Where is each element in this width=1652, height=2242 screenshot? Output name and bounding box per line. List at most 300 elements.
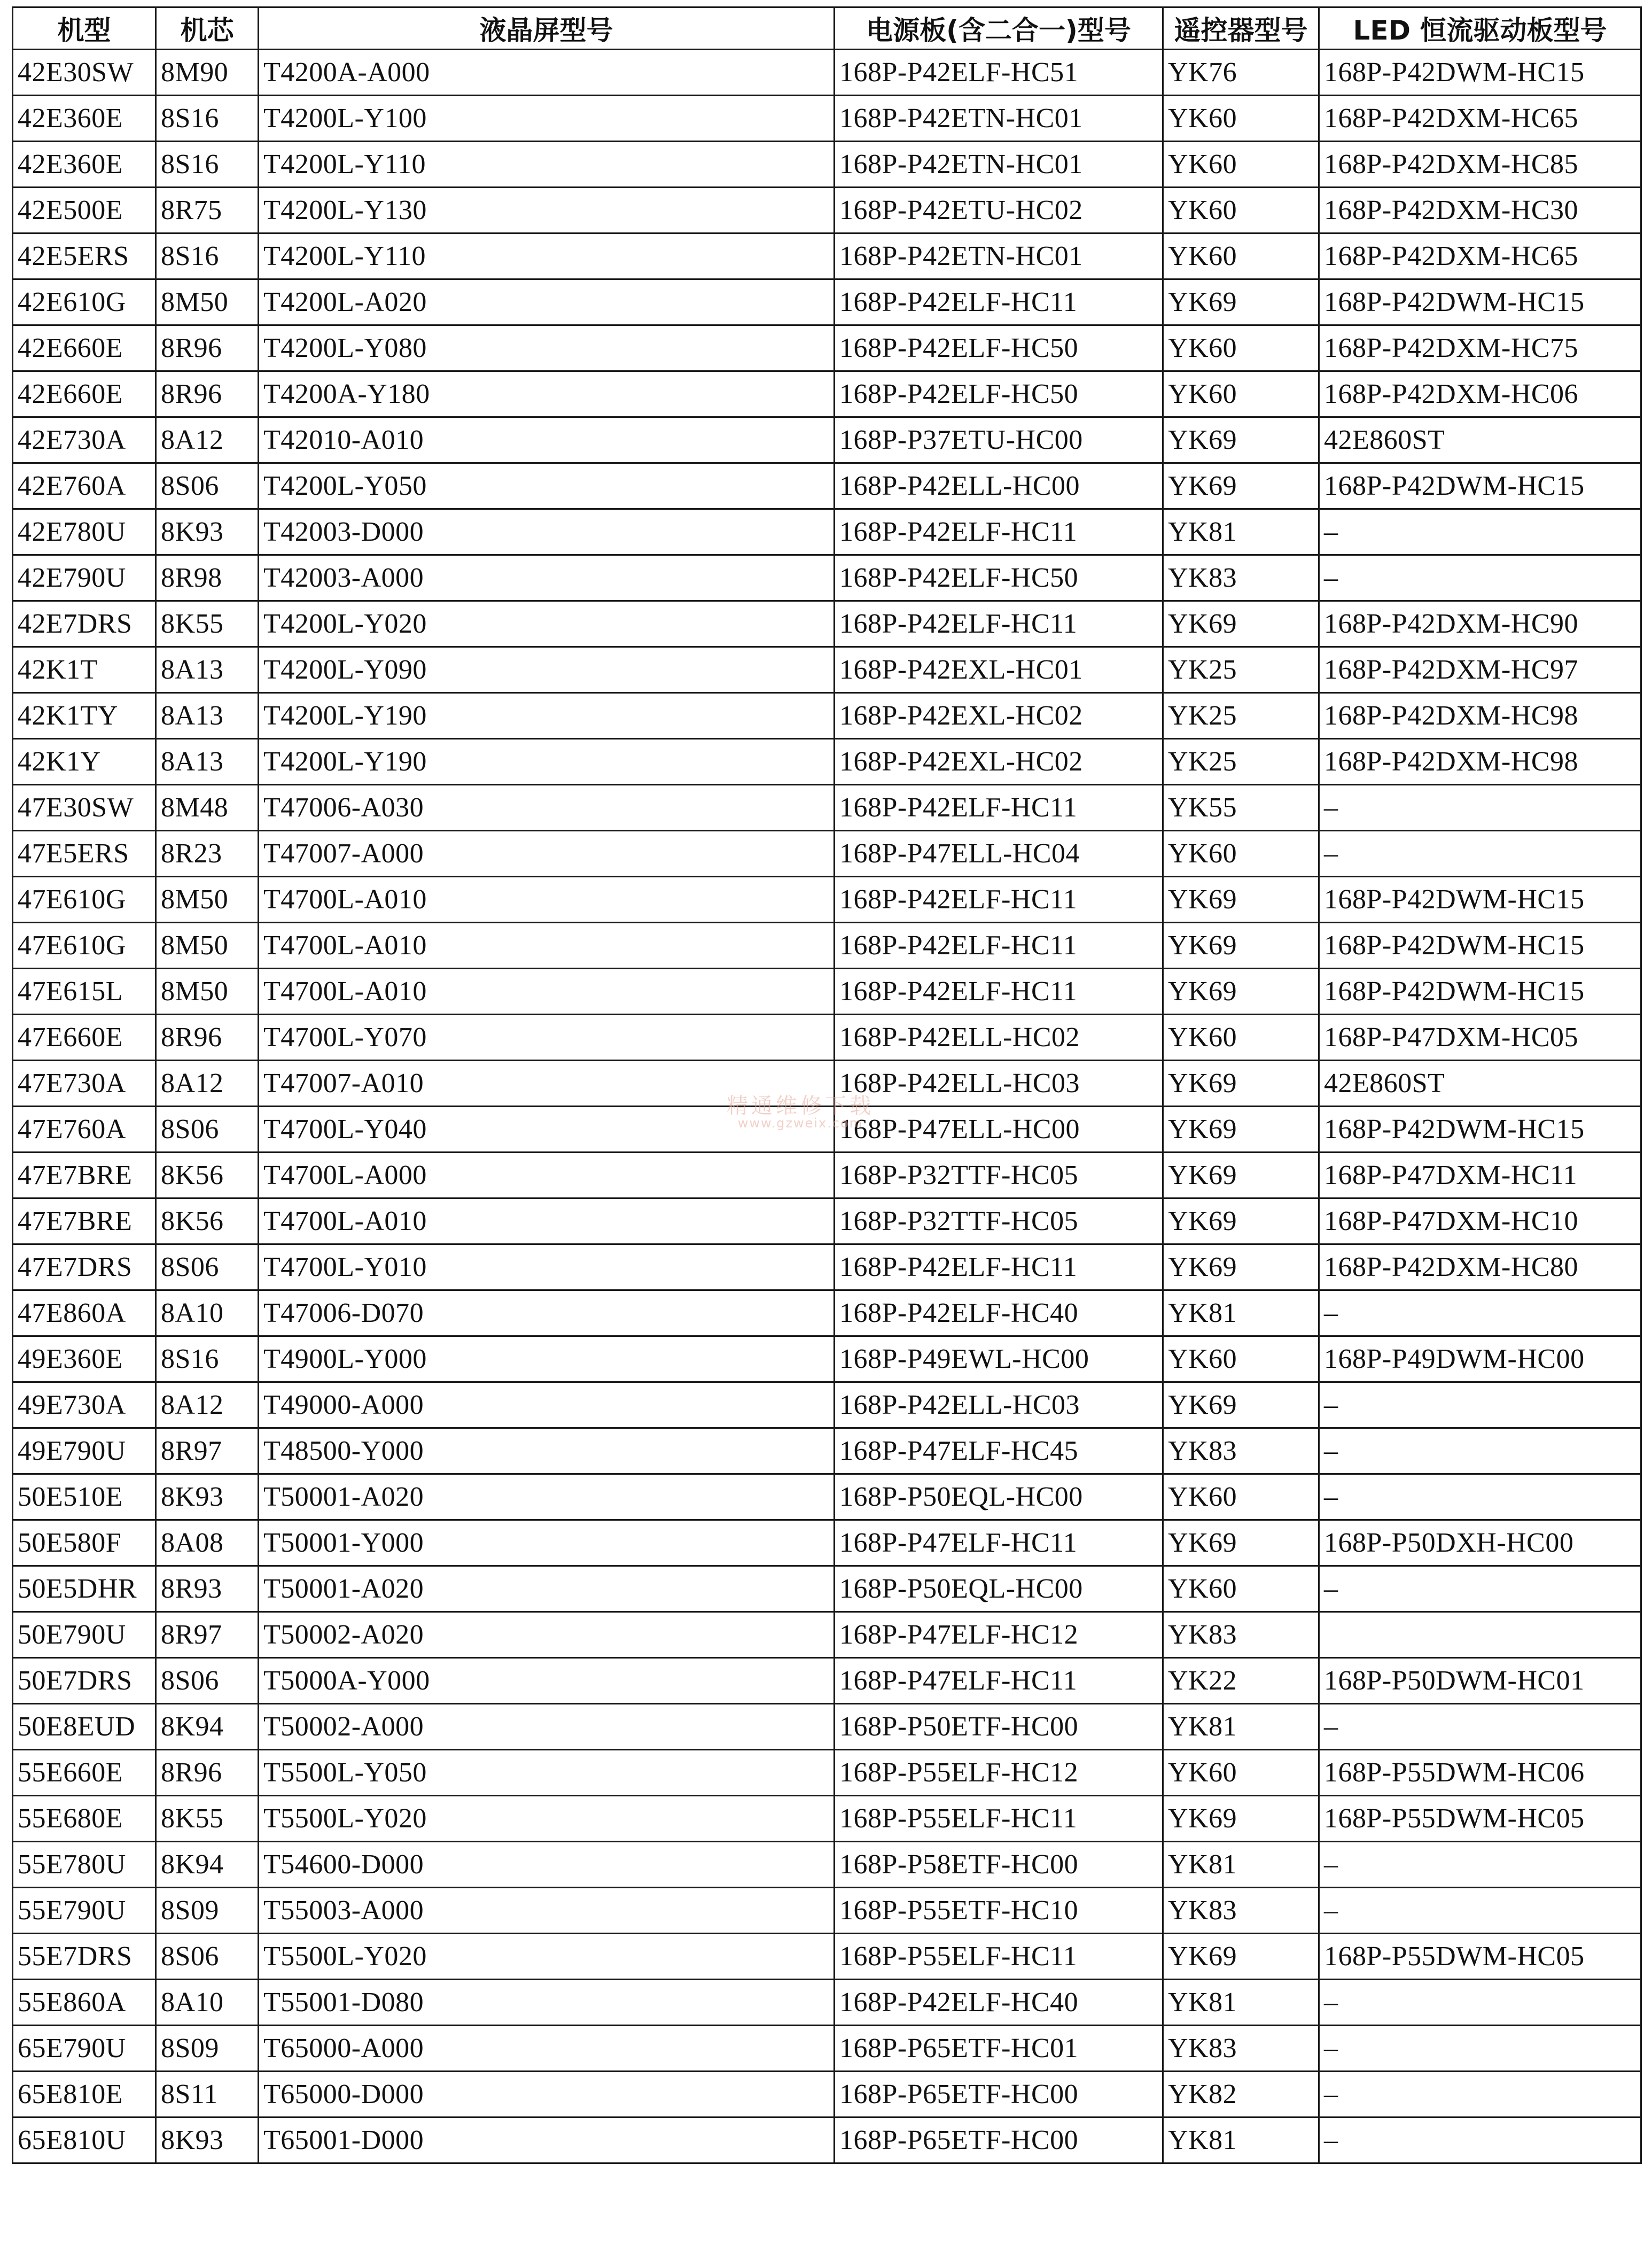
cell-led-driver: 168P-P42DXM-HC65	[1319, 233, 1641, 279]
table-row	[13, 2118, 1641, 2163]
cell-led-driver: 168P-P42DXM-HC65	[1319, 96, 1641, 142]
table-row	[13, 969, 1641, 1015]
cell-led-driver: –	[1319, 555, 1641, 601]
cell-led-driver: –	[1319, 1566, 1641, 1612]
cell-led-driver: 168P-P42DWM-HC15	[1319, 279, 1641, 325]
cell-model: 50E7DRS	[13, 1658, 156, 1704]
table-row	[13, 647, 1641, 693]
table-row	[13, 96, 1641, 142]
table-row	[13, 142, 1641, 188]
cell-led-driver: –	[1319, 1888, 1641, 1934]
cell-lcd-panel: T4200L-Y130	[259, 188, 835, 233]
cell-model: 65E810E	[13, 2072, 156, 2118]
cell-remote: YK69	[1163, 1244, 1319, 1290]
cell-remote: YK60	[1163, 96, 1319, 142]
cell-led-driver: 168P-P42DXM-HC80	[1319, 1244, 1641, 1290]
cell-led-driver: 168P-P42DWM-HC15	[1319, 1107, 1641, 1153]
cell-led-driver: –	[1319, 2118, 1641, 2163]
cell-model: 50E790U	[13, 1612, 156, 1658]
cell-led-driver: –	[1319, 831, 1641, 877]
cell-power-board: 168P-P47ELL-HC00	[835, 1107, 1163, 1153]
cell-led-driver: 42E860ST	[1319, 1061, 1641, 1107]
cell-power-board: 168P-P32TTF-HC05	[835, 1198, 1163, 1244]
cell-led-driver: –	[1319, 1474, 1641, 1520]
table-row	[13, 1336, 1641, 1382]
cell-remote: YK69	[1163, 877, 1319, 923]
cell-lcd-panel: T4700L-Y070	[259, 1015, 835, 1061]
cell-remote: YK81	[1163, 2118, 1319, 2163]
cell-model: 42E360E	[13, 96, 156, 142]
cell-power-board: 168P-P42ELL-HC03	[835, 1382, 1163, 1428]
cell-chassis: 8R93	[156, 1566, 259, 1612]
cell-power-board: 168P-P55ELF-HC11	[835, 1796, 1163, 1842]
cell-remote: YK25	[1163, 647, 1319, 693]
cell-model: 49E360E	[13, 1336, 156, 1382]
cell-model: 42E30SW	[13, 50, 156, 96]
table-row	[13, 1153, 1641, 1198]
cell-lcd-panel: T4200L-Y190	[259, 693, 835, 739]
table-row	[13, 877, 1641, 923]
cell-remote: YK69	[1163, 969, 1319, 1015]
cell-model: 55E860A	[13, 1980, 156, 2026]
cell-lcd-panel: T50001-A020	[259, 1474, 835, 1520]
cell-lcd-panel: T5500L-Y020	[259, 1796, 835, 1842]
cell-led-driver: –	[1319, 785, 1641, 831]
cell-lcd-panel: T65000-D000	[259, 2072, 835, 2118]
cell-led-driver: –	[1319, 1980, 1641, 2026]
cell-led-driver: 168P-P42DWM-HC15	[1319, 877, 1641, 923]
cell-lcd-panel: T4200L-Y020	[259, 601, 835, 647]
table-row	[13, 2026, 1641, 2072]
cell-led-driver: –	[1319, 2026, 1641, 2072]
cell-power-board: 168P-P42EXL-HC02	[835, 739, 1163, 785]
cell-remote: YK81	[1163, 1290, 1319, 1336]
cell-led-driver: 168P-P42DWM-HC15	[1319, 923, 1641, 969]
cell-lcd-panel: T4200L-Y090	[259, 647, 835, 693]
cell-led-driver: 168P-P42DXM-HC98	[1319, 693, 1641, 739]
watermark	[727, 1095, 874, 1130]
cell-remote: YK22	[1163, 1658, 1319, 1704]
cell-lcd-panel: T54600-D000	[259, 1842, 835, 1888]
cell-power-board: 168P-P42ELF-HC50	[835, 555, 1163, 601]
cell-power-board: 168P-P50ETF-HC00	[835, 1704, 1163, 1750]
cell-model: 47E615L	[13, 969, 156, 1015]
cell-power-board: 168P-P42ELL-HC00	[835, 463, 1163, 509]
cell-chassis: 8K93	[156, 1474, 259, 1520]
cell-power-board: 168P-P55ELF-HC12	[835, 1750, 1163, 1796]
cell-remote: YK81	[1163, 1842, 1319, 1888]
cell-lcd-panel: T5000A-Y000	[259, 1658, 835, 1704]
cell-model: 42E7DRS	[13, 601, 156, 647]
cell-lcd-panel: T50001-A020	[259, 1566, 835, 1612]
cell-remote: YK69	[1163, 417, 1319, 463]
cell-lcd-panel: T4700L-Y010	[259, 1244, 835, 1290]
table-row	[13, 1428, 1641, 1474]
cell-power-board: 168P-P42ELF-HC51	[835, 50, 1163, 96]
cell-remote: YK81	[1163, 509, 1319, 555]
cell-chassis: 8S06	[156, 1244, 259, 1290]
cell-remote: YK60	[1163, 188, 1319, 233]
watermark-line1: 精通维修下载	[727, 1094, 874, 1118]
cell-led-driver: 168P-P50DXH-HC00	[1319, 1520, 1641, 1566]
cell-model: 50E580F	[13, 1520, 156, 1566]
cell-chassis: 8K56	[156, 1153, 259, 1198]
table-row	[13, 1796, 1641, 1842]
cell-led-driver: 168P-P42DXM-HC90	[1319, 601, 1641, 647]
header-chassis: 机芯	[156, 7, 259, 50]
header-lcd-panel: 液晶屏型号	[259, 7, 835, 50]
cell-chassis: 8R97	[156, 1612, 259, 1658]
cell-chassis: 8R96	[156, 371, 259, 417]
table-row	[13, 279, 1641, 325]
table-row	[13, 785, 1641, 831]
table-row	[13, 1520, 1641, 1566]
cell-led-driver: 168P-P47DXM-HC10	[1319, 1198, 1641, 1244]
cell-chassis: 8A12	[156, 1061, 259, 1107]
cell-chassis: 8M50	[156, 279, 259, 325]
cell-remote: YK69	[1163, 601, 1319, 647]
cell-model: 42K1T	[13, 647, 156, 693]
table-row	[13, 1198, 1641, 1244]
table-row	[13, 188, 1641, 233]
cell-led-driver: 168P-P42DXM-HC98	[1319, 739, 1641, 785]
cell-power-board: 168P-P47ELF-HC12	[835, 1612, 1163, 1658]
cell-remote: YK83	[1163, 1888, 1319, 1934]
cell-remote: YK69	[1163, 1107, 1319, 1153]
table-row	[13, 50, 1641, 96]
table-row	[13, 1658, 1641, 1704]
cell-power-board: 168P-P42EXL-HC01	[835, 647, 1163, 693]
cell-model: 47E7DRS	[13, 1244, 156, 1290]
table-row	[13, 739, 1641, 785]
cell-lcd-panel: T4200L-A020	[259, 279, 835, 325]
header-model: 机型	[13, 7, 156, 50]
cell-lcd-panel: T50001-Y000	[259, 1520, 835, 1566]
cell-model: 49E790U	[13, 1428, 156, 1474]
cell-power-board: 168P-P42ELF-HC11	[835, 1244, 1163, 1290]
cell-model: 55E660E	[13, 1750, 156, 1796]
table-row	[13, 1612, 1641, 1658]
cell-power-board: 168P-P42ELF-HC11	[835, 877, 1163, 923]
cell-chassis: 8R96	[156, 325, 259, 371]
cell-model: 42E760A	[13, 463, 156, 509]
cell-remote: YK60	[1163, 1566, 1319, 1612]
cell-lcd-panel: T55001-D080	[259, 1980, 835, 2026]
header-led-driver: LED 恒流驱动板型号	[1319, 7, 1641, 50]
table-row	[13, 371, 1641, 417]
cell-led-driver: –	[1319, 2072, 1641, 2118]
cell-lcd-panel: T4200L-Y100	[259, 96, 835, 142]
cell-remote: YK60	[1163, 142, 1319, 188]
cell-power-board: 168P-P42ELF-HC11	[835, 279, 1163, 325]
cell-power-board: 168P-P47ELF-HC11	[835, 1520, 1163, 1566]
cell-power-board: 168P-P42ELF-HC40	[835, 1290, 1163, 1336]
cell-lcd-panel: T4200L-Y080	[259, 325, 835, 371]
cell-model: 50E8EUD	[13, 1704, 156, 1750]
cell-model: 47E660E	[13, 1015, 156, 1061]
cell-power-board: 168P-P42ELF-HC11	[835, 601, 1163, 647]
cell-chassis: 8A10	[156, 1290, 259, 1336]
cell-model: 42E660E	[13, 325, 156, 371]
table-row	[13, 601, 1641, 647]
cell-power-board: 168P-P65ETF-HC00	[835, 2072, 1163, 2118]
cell-lcd-panel: T5500L-Y020	[259, 1934, 835, 1980]
cell-model: 47E5ERS	[13, 831, 156, 877]
cell-chassis: 8A13	[156, 739, 259, 785]
cell-remote: YK60	[1163, 1474, 1319, 1520]
cell-power-board: 168P-P65ETF-HC00	[835, 2118, 1163, 2163]
cell-remote: YK69	[1163, 463, 1319, 509]
cell-model: 65E790U	[13, 2026, 156, 2072]
cell-chassis: 8S16	[156, 142, 259, 188]
cell-model: 42K1TY	[13, 693, 156, 739]
cell-remote: YK69	[1163, 279, 1319, 325]
cell-chassis: 8A13	[156, 647, 259, 693]
cell-model: 47E7BRE	[13, 1198, 156, 1244]
cell-model: 42E790U	[13, 555, 156, 601]
watermark-line2: www.gzweix.com	[737, 1116, 863, 1131]
cell-model: 47E610G	[13, 877, 156, 923]
table-row	[13, 923, 1641, 969]
cell-lcd-panel: T42003-A000	[259, 555, 835, 601]
cell-remote: YK69	[1163, 1934, 1319, 1980]
cell-remote: YK60	[1163, 233, 1319, 279]
table-row	[13, 1842, 1641, 1888]
cell-chassis: 8K55	[156, 1796, 259, 1842]
cell-remote: YK60	[1163, 1336, 1319, 1382]
cell-remote: YK69	[1163, 1061, 1319, 1107]
cell-lcd-panel: T4900L-Y000	[259, 1336, 835, 1382]
cell-remote: YK60	[1163, 1015, 1319, 1061]
cell-power-board: 168P-P42EXL-HC02	[835, 693, 1163, 739]
table-row	[13, 1934, 1641, 1980]
table-row	[13, 1290, 1641, 1336]
cell-lcd-panel: T4700L-A010	[259, 1198, 835, 1244]
cell-led-driver: –	[1319, 1290, 1641, 1336]
table-row	[13, 555, 1641, 601]
cell-remote: YK69	[1163, 1520, 1319, 1566]
parts-cross-reference-sheet	[12, 6, 1640, 2164]
cell-power-board: 168P-P55ETF-HC10	[835, 1888, 1163, 1934]
cell-lcd-panel: T48500-Y000	[259, 1428, 835, 1474]
cell-led-driver: 168P-P42DWM-HC15	[1319, 463, 1641, 509]
cell-led-driver: –	[1319, 1428, 1641, 1474]
cell-power-board: 168P-P42ELF-HC11	[835, 785, 1163, 831]
cell-model: 42E730A	[13, 417, 156, 463]
cell-led-driver: 168P-P42DXM-HC30	[1319, 188, 1641, 233]
cell-model: 47E7BRE	[13, 1153, 156, 1198]
cell-remote: YK25	[1163, 739, 1319, 785]
cell-model: 55E780U	[13, 1842, 156, 1888]
cell-remote: YK83	[1163, 1612, 1319, 1658]
cell-power-board: 168P-P47ELF-HC45	[835, 1428, 1163, 1474]
cell-power-board: 168P-P47ELF-HC11	[835, 1658, 1163, 1704]
cell-model: 42E610G	[13, 279, 156, 325]
cell-remote: YK69	[1163, 923, 1319, 969]
cell-led-driver: 168P-P55DWM-HC06	[1319, 1750, 1641, 1796]
cell-led-driver: 168P-P42DXM-HC85	[1319, 142, 1641, 188]
cell-power-board: 168P-P32TTF-HC05	[835, 1153, 1163, 1198]
cell-led-driver: –	[1319, 1842, 1641, 1888]
table-row	[13, 1566, 1641, 1612]
table-row	[13, 1888, 1641, 1934]
cell-remote: YK83	[1163, 1428, 1319, 1474]
header-row	[13, 7, 1641, 50]
header-remote: 遥控器型号	[1163, 7, 1319, 50]
header-power-board: 电源板(含二合一)型号	[835, 7, 1163, 50]
cell-chassis: 8K56	[156, 1198, 259, 1244]
cell-lcd-panel: T4700L-A010	[259, 969, 835, 1015]
cell-led-driver: 168P-P42DXM-HC97	[1319, 647, 1641, 693]
cell-chassis: 8K93	[156, 509, 259, 555]
cell-model: 47E760A	[13, 1107, 156, 1153]
cell-power-board: 168P-P42ELF-HC40	[835, 1980, 1163, 2026]
cell-chassis: 8K93	[156, 2118, 259, 2163]
table-row	[13, 1750, 1641, 1796]
table-row	[13, 463, 1641, 509]
cell-power-board: 168P-P50EQL-HC00	[835, 1474, 1163, 1520]
cell-chassis: 8M50	[156, 923, 259, 969]
table-row	[13, 1015, 1641, 1061]
cell-led-driver: 168P-P42DXM-HC06	[1319, 371, 1641, 417]
table-row	[13, 417, 1641, 463]
cell-chassis: 8M48	[156, 785, 259, 831]
cell-lcd-panel: T65000-A000	[259, 2026, 835, 2072]
cell-remote: YK60	[1163, 371, 1319, 417]
cell-model: 47E730A	[13, 1061, 156, 1107]
cell-model: 42E500E	[13, 188, 156, 233]
cell-led-driver: 168P-P47DXM-HC05	[1319, 1015, 1641, 1061]
cell-remote: YK69	[1163, 1382, 1319, 1428]
cell-lcd-panel: T50002-A000	[259, 1704, 835, 1750]
cell-chassis: 8K55	[156, 601, 259, 647]
table-row	[13, 831, 1641, 877]
cell-lcd-panel: T47007-A000	[259, 831, 835, 877]
cell-model: 42E780U	[13, 509, 156, 555]
cell-led-driver: 168P-P55DWM-HC05	[1319, 1934, 1641, 1980]
cell-model: 55E7DRS	[13, 1934, 156, 1980]
cell-power-board: 168P-P42ELF-HC50	[835, 325, 1163, 371]
cell-lcd-panel: T65001-D000	[259, 2118, 835, 2163]
cell-power-board: 168P-P50EQL-HC00	[835, 1566, 1163, 1612]
table-row	[13, 693, 1641, 739]
cell-model: 42E660E	[13, 371, 156, 417]
cell-chassis: 8S06	[156, 1934, 259, 1980]
cell-chassis: 8R96	[156, 1750, 259, 1796]
cell-lcd-panel: T50002-A020	[259, 1612, 835, 1658]
cell-led-driver: 168P-P50DWM-HC01	[1319, 1658, 1641, 1704]
cell-chassis: 8S16	[156, 233, 259, 279]
cell-power-board: 168P-P42ETU-HC02	[835, 188, 1163, 233]
cell-lcd-panel: T4200A-A000	[259, 50, 835, 96]
cell-lcd-panel: T47006-A030	[259, 785, 835, 831]
cell-lcd-panel: T49000-A000	[259, 1382, 835, 1428]
cell-remote: YK81	[1163, 1980, 1319, 2026]
cell-led-driver: 168P-P49DWM-HC00	[1319, 1336, 1641, 1382]
cell-led-driver: 168P-P47DXM-HC11	[1319, 1153, 1641, 1198]
cell-lcd-panel: T4200A-Y180	[259, 371, 835, 417]
cell-model: 42E5ERS	[13, 233, 156, 279]
cell-chassis: 8M50	[156, 969, 259, 1015]
cell-power-board: 168P-P49EWL-HC00	[835, 1336, 1163, 1382]
cell-chassis: 8A12	[156, 417, 259, 463]
table-row	[13, 2072, 1641, 2118]
cell-remote: YK55	[1163, 785, 1319, 831]
cell-chassis: 8S09	[156, 1888, 259, 1934]
table-row	[13, 1980, 1641, 2026]
cell-lcd-panel: T47006-D070	[259, 1290, 835, 1336]
cell-lcd-panel: T42010-A010	[259, 417, 835, 463]
cell-chassis: 8S16	[156, 1336, 259, 1382]
cell-power-board: 168P-P42ETN-HC01	[835, 142, 1163, 188]
cell-model: 50E5DHR	[13, 1566, 156, 1612]
cell-remote: YK25	[1163, 693, 1319, 739]
cell-chassis: 8S06	[156, 1658, 259, 1704]
cell-power-board: 168P-P37ETU-HC00	[835, 417, 1163, 463]
table-row	[13, 509, 1641, 555]
table-row	[13, 1704, 1641, 1750]
cell-chassis: 8A10	[156, 1980, 259, 2026]
cell-led-driver	[1319, 1612, 1641, 1658]
cell-remote: YK76	[1163, 50, 1319, 96]
parts-table	[12, 6, 1642, 2164]
table-header	[13, 7, 1641, 50]
cell-power-board: 168P-P42ELF-HC11	[835, 923, 1163, 969]
cell-chassis: 8S09	[156, 2026, 259, 2072]
table-row	[13, 325, 1641, 371]
cell-model: 55E680E	[13, 1796, 156, 1842]
cell-model: 50E510E	[13, 1474, 156, 1520]
cell-model: 47E30SW	[13, 785, 156, 831]
cell-remote: YK60	[1163, 831, 1319, 877]
cell-chassis: 8M50	[156, 877, 259, 923]
cell-chassis: 8R75	[156, 188, 259, 233]
cell-lcd-panel: T55003-A000	[259, 1888, 835, 1934]
cell-lcd-panel: T42003-D000	[259, 509, 835, 555]
cell-led-driver: –	[1319, 1382, 1641, 1428]
cell-lcd-panel: T4700L-A000	[259, 1153, 835, 1198]
cell-chassis: 8M90	[156, 50, 259, 96]
cell-power-board: 168P-P47ELL-HC04	[835, 831, 1163, 877]
cell-model: 65E810U	[13, 2118, 156, 2163]
cell-lcd-panel: T47007-A010	[259, 1061, 835, 1107]
cell-led-driver: –	[1319, 1704, 1641, 1750]
cell-model: 47E610G	[13, 923, 156, 969]
cell-chassis: 8R96	[156, 1015, 259, 1061]
cell-led-driver: –	[1319, 509, 1641, 555]
cell-lcd-panel: T5500L-Y050	[259, 1750, 835, 1796]
cell-chassis: 8R98	[156, 555, 259, 601]
cell-model: 42E360E	[13, 142, 156, 188]
cell-remote: YK83	[1163, 2026, 1319, 2072]
cell-power-board: 168P-P42ETN-HC01	[835, 233, 1163, 279]
cell-model: 49E730A	[13, 1382, 156, 1428]
cell-model: 42K1Y	[13, 739, 156, 785]
table-row	[13, 1244, 1641, 1290]
cell-power-board: 168P-P65ETF-HC01	[835, 2026, 1163, 2072]
cell-power-board: 168P-P42ELF-HC11	[835, 509, 1163, 555]
cell-remote: YK69	[1163, 1153, 1319, 1198]
table-row	[13, 233, 1641, 279]
cell-power-board: 168P-P42ELL-HC03	[835, 1061, 1163, 1107]
cell-power-board: 168P-P55ELF-HC11	[835, 1934, 1163, 1980]
cell-power-board: 168P-P42ETN-HC01	[835, 96, 1163, 142]
cell-led-driver: 168P-P42DWM-HC15	[1319, 969, 1641, 1015]
cell-lcd-panel: T4700L-A010	[259, 923, 835, 969]
cell-lcd-panel: T4700L-Y040	[259, 1107, 835, 1153]
cell-remote: YK69	[1163, 1198, 1319, 1244]
cell-model: 55E790U	[13, 1888, 156, 1934]
